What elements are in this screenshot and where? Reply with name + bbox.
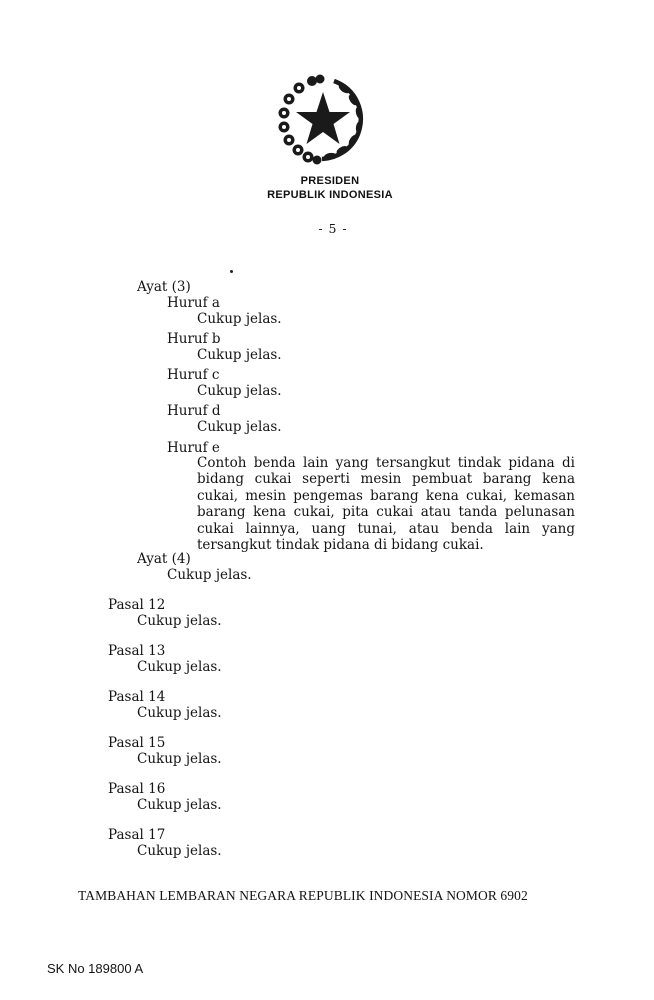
huruf-e-text: Contoh benda lain yang tersangkut tindak pidana di bidang cukai seperti mesin pembuat barang kena cukai, mesin pengemas barang kena cukai, kemasan barang kena cukai, pita cukai atau tanda pelunasan cukai lainnya, uang tunai, atau benda lain yang tersangkut tindak pidana di bidang cukai. <box>197 455 575 554</box>
header-title-line1: PRESIDEN <box>300 175 360 187</box>
huruf-b-label: Huruf b <box>167 331 221 347</box>
huruf-e-label: Huruf e <box>167 440 220 456</box>
pasal-16-text: Cukup jelas. <box>137 797 222 813</box>
pasal-12-label: Pasal 12 <box>108 597 166 613</box>
pasal-12-text: Cukup jelas. <box>137 613 222 629</box>
header-title-line2: REPUBLIK INDONESIA <box>267 189 393 201</box>
huruf-d-label: Huruf d <box>167 403 221 419</box>
pasal-16-label: Pasal 16 <box>108 781 166 797</box>
pasal-13-text: Cukup jelas. <box>137 659 222 675</box>
pasal-17-label: Pasal 17 <box>108 827 166 843</box>
sk-number: SK No 189800 A <box>47 961 144 976</box>
huruf-d-text: Cukup jelas. <box>197 419 282 435</box>
pasal-15-text: Cukup jelas. <box>137 751 222 767</box>
pasal-17-text: Cukup jelas. <box>137 843 222 859</box>
huruf-c-label: Huruf c <box>167 367 220 383</box>
stray-mark <box>230 270 233 273</box>
page-number: - 5 - <box>318 221 348 236</box>
ayat-4-text: Cukup jelas. <box>167 567 252 583</box>
pasal-15-label: Pasal 15 <box>108 735 166 751</box>
huruf-a-text: Cukup jelas. <box>197 311 282 327</box>
ayat-3-label: Ayat (3) <box>137 279 191 295</box>
huruf-b-text: Cukup jelas. <box>197 347 282 363</box>
footer-title: TAMBAHAN LEMBARAN NEGARA REPUBLIK INDONESIA NOMOR 6902 <box>78 888 528 903</box>
pasal-13-label: Pasal 13 <box>108 643 166 659</box>
ayat-4-label: Ayat (4) <box>137 551 191 567</box>
huruf-a-label: Huruf a <box>167 295 220 311</box>
huruf-c-text: Cukup jelas. <box>197 383 282 399</box>
presidential-emblem-icon <box>274 72 368 166</box>
pasal-14-label: Pasal 14 <box>108 689 166 705</box>
pasal-14-text: Cukup jelas. <box>137 705 222 721</box>
